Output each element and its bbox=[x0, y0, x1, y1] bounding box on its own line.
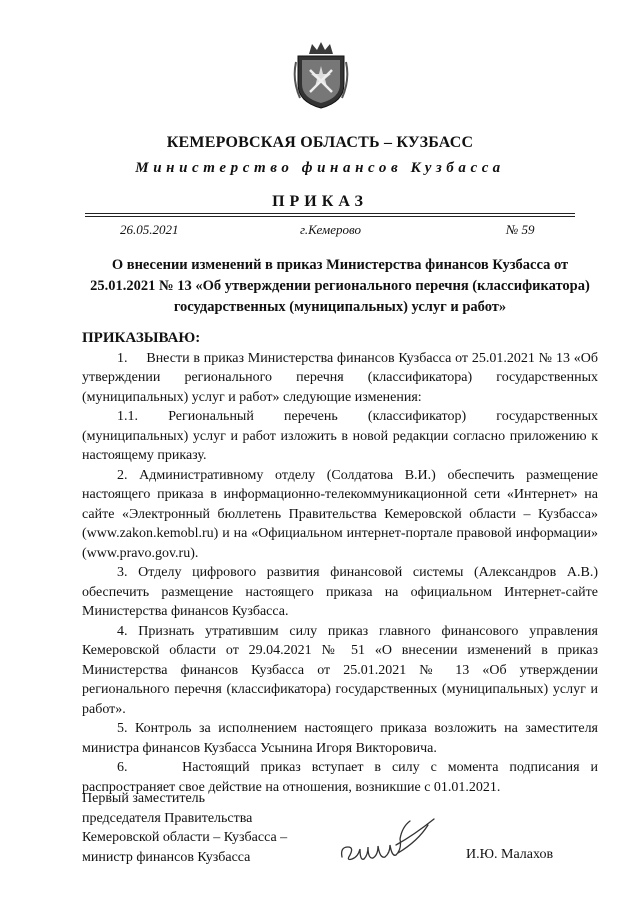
paragraph: 3. Отделу цифрового развития финансовой системы (Александров А.В.) обеспечить размещение настоящего приказа на официальном Интернет-сайте Министерства финансов Кузбасса. bbox=[82, 565, 598, 619]
paragraph: 5. Контроль за исполнением настоящего приказа возложить на заместителя министра финансов Кузбасса Усынина Игоря Викторовича. bbox=[82, 721, 598, 756]
decree-word: ПРИКАЗЫВАЮ: bbox=[82, 330, 201, 346]
paragraph: 4. Признать утратившим силу приказ главного финансового управления Кемеровской области от 29.04.2021 № 51 «О внесении изменений в приказ Министерства финансов Кузбасса от 25.01.2021 № 13 «Об утверждении регионального перечня (классификатора) государственных (муниципальных) услуг и работ». bbox=[82, 623, 598, 717]
signatory-line: министр финансов Кузбасса bbox=[82, 849, 251, 865]
ministry-title: Министерство финансов Кузбасса bbox=[135, 160, 505, 176]
signatory-position bbox=[82, 789, 322, 867]
signatory-line: председателя Правительства bbox=[82, 810, 253, 826]
signer-name: И.Ю. Малахов bbox=[466, 847, 554, 862]
region-title: КЕМЕРОВСКАЯ ОБЛАСТЬ – КУЗБАСС bbox=[166, 134, 474, 151]
paragraph: 1.1. Региональный перечень (классификатор) государственных (муниципальных) услуг и работ изложить в новой редакции согласно приложению к настоящему приказу. bbox=[82, 409, 598, 463]
handwritten-signature bbox=[338, 813, 438, 873]
document-city: г.Кемерово bbox=[300, 222, 361, 237]
coat-of-arms-icon bbox=[292, 40, 350, 110]
paragraph: 1. Внести в приказ Министерства финансов Кузбасса от 25.01.2021 № 13 «Об утверждении регионального перечня (классификатора) государственных (муниципальных) услуг и работ» следующие изменения: bbox=[82, 350, 598, 405]
document-type: ПРИКАЗ bbox=[272, 193, 368, 210]
paragraph: 2. Административному отделу (Солдатова В.И.) обеспечить размещение настоящего приказа в информационно-телекоммуникационной сети «Интернет» на сайте «Электронный бюллетень Правительства Кемеровской области – Кузбасса» (www.zakon.kemobl.ru) и на «Официальном интернет-портале правовой информации» (www.pravo.gov.ru). bbox=[82, 467, 598, 561]
document-body bbox=[82, 329, 598, 797]
paragraph: 6. Настоящий приказ вступает в силу с момента подписания и распространяет свое действие на отношения, возникшие с 01.01.2021. bbox=[82, 760, 598, 795]
signatory-line: Первый заместитель bbox=[82, 791, 206, 806]
document-heading: О внесении изменений в приказ Министерства финансов Кузбасса от 25.01.2021 № 13 «Об утверждении регионального перечня (классификатора) государственных (муниципальных) услуг и работ» bbox=[90, 257, 590, 315]
header-divider bbox=[85, 213, 575, 214]
document-date: 26.05.2021 bbox=[120, 222, 179, 237]
header-divider bbox=[85, 216, 575, 217]
document-number: № 59 bbox=[506, 222, 535, 237]
signatory-line: Кемеровской области – Кузбасса – bbox=[82, 830, 288, 845]
